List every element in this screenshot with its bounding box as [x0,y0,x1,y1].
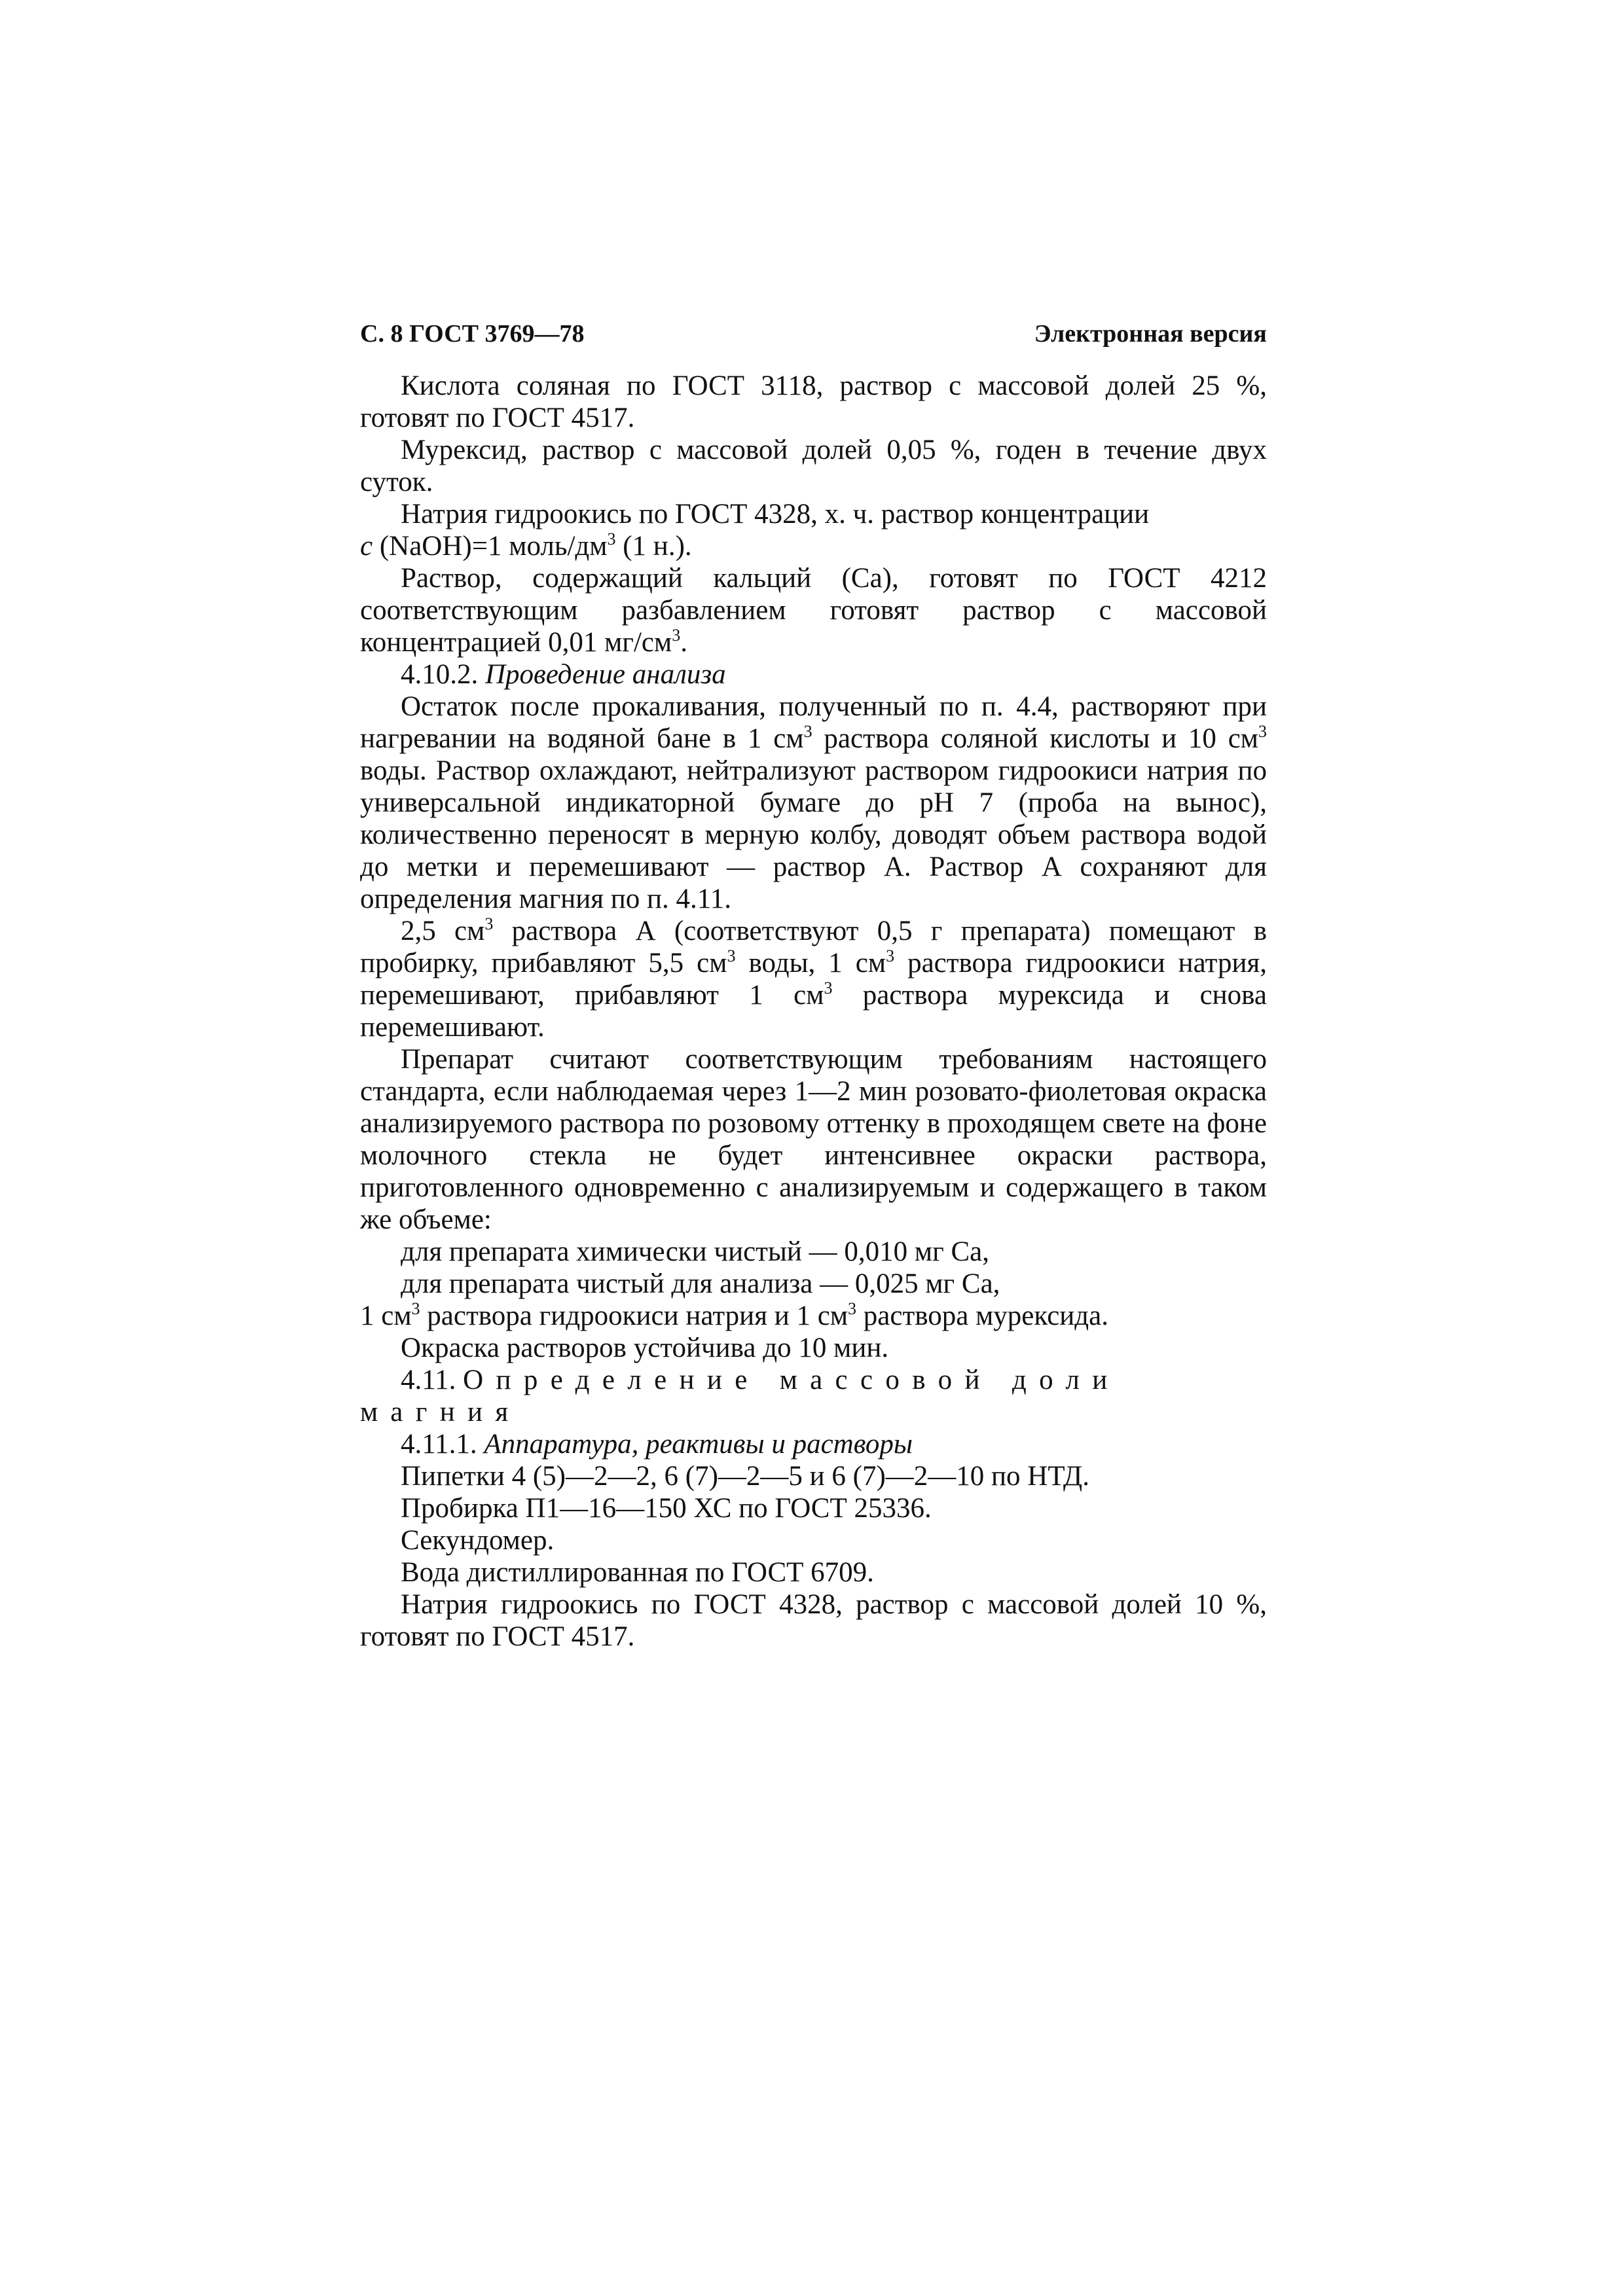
paragraph-residue-dissolution: Остаток после прокаливания, полученный по п. 4.4, растворяют при нагревании на водяной бане в 1 $см^3$ раствора соляной кислоты и 10 $см^3$ воды. Раствор охлаждают, нейтрализуют раствором гидроокиси натрия по универсальной индикаторной бумаге до pH 7 (проба на вынос), количественно переносят в мерную колбу, доводят объем раствора водой до метки и перемешивают — раствор А. Раствор А сохраняют для определения магния по п. 4.11. [360,691,1267,914]
paragraph-distilled-water: Вода дистиллированная по ГОСТ 6709. [401,1557,874,1588]
document-page [360,317,1267,1653]
paragraph-analysis-grade-limit: для препарата чистый для анализа — 0,025 мг Са, [401,1268,1000,1299]
document-body [360,370,1267,1653]
section-heading-4-10-2: 4.10.2. Проведение анализа [401,659,726,690]
paragraph-hydrochloric-acid: Кислота соляная по ГОСТ 3118, раствор с массовой долей 25 %, готовят по ГОСТ 4517. [360,370,1267,433]
paragraph-solution-a-procedure: 2,5 $см^3$ раствора А (соответствуют 0,5 г препарата) помещают в пробирку, прибавляют 5,5 $см^3$ воды, 1 $см^3$ раствора гидроокиси натрия, перемешивают, прибавляют 1 $см^3$ раствора мурексида и снова перемешивают. [360,914,1267,1043]
header-doc-id: С. 8 ГОСТ 3769—78 [360,320,585,348]
paragraph-sodium-hydroxide-10: Натрия гидроокись по ГОСТ 4328, раствор с массовой долей 10 %, готовят по ГОСТ 4517. [360,1589,1267,1652]
section-heading-4-11-1: 4.11.1. Аппаратура, реактивы и растворы [401,1429,913,1460]
paragraph-stopwatch: Секундомер. [401,1525,555,1556]
paragraph-pipettes: Пипетки 4 (5)—2—2, 6 (7)—2—5 и 6 (7)—2—10 по НТД. [401,1461,1089,1492]
header-version-label: Электронная версия [1034,320,1267,348]
paragraph-calcium-solution: Раствор, содержащий кальций (Са), готовят по ГОСТ 4212 соответствующим разбавлением готовят раствор с массовой концентрацией 0,01 $мг/см^3$. [360,563,1267,658]
paragraph-reagent-volumes: 1 $см^3$ раствора гидроокиси натрия и 1 $см^3$ раствора мурексида. [360,1299,1109,1331]
section-heading-4-11: 4.11. Определение массовой доли магния [360,1365,1120,1427]
paragraph-chemically-pure-limit: для препарата химически чистый — 0,010 мг Са, [401,1236,989,1267]
paragraph-color-stability: Окраска растворов устойчива до 10 мин. [401,1333,889,1363]
page-header [360,317,1267,350]
paragraph-sodium-hydroxide: Натрия гидроокись по ГОСТ 4328, х. ч. раствор концентрации c (NaOH)=1 моль/$дм^3$ (1 н.). [360,499,1150,562]
paragraph-acceptance-criteria: Препарат считают соответствующим требованиям настоящего стандарта, если наблюдаемая через 1—2 мин розовато-фиолетовая окраска анализируемого раствора по розовому оттенку в проходящем свете на фоне молочного стекла не будет интенсивнее окраски раствора, приготовленного одновременно с анализируемым и содержащего в таком же объеме: [360,1044,1267,1235]
paragraph-test-tube: Пробирка П1—16—150 ХС по ГОСТ 25336. [401,1493,932,1524]
paragraph-murexide: Мурексид, раствор с массовой долей 0,05 %, годен в течение двух суток. [360,435,1267,497]
